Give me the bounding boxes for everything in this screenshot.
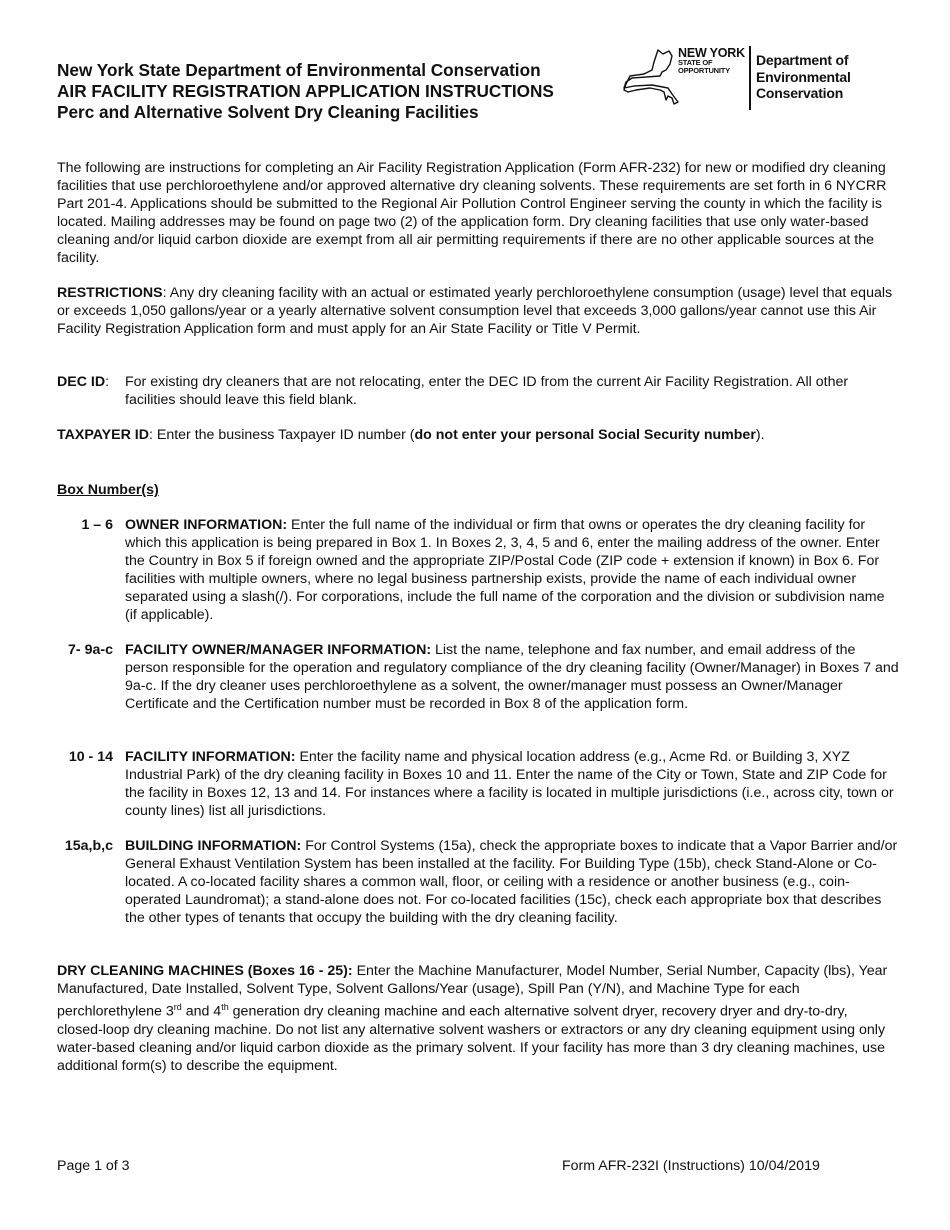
machines-text-b: and 4 bbox=[181, 1003, 222, 1020]
dec-logo bbox=[622, 46, 872, 114]
machines-text-a: Enter the Machine Manufacturer, Model Number, Serial Number, Capacity (lbs), Year Manufactured, Date Installed, Solvent Type, Solvent Gallons/Year (usage), Spill Pan (Y/N), and Machine Type for each perchlorethylene 3 bbox=[57, 963, 888, 1020]
dec-id-label: DEC ID bbox=[57, 374, 106, 390]
nys-sub-2: OPPORTUNITY bbox=[678, 66, 730, 75]
dec-id-text: For existing dry cleaners that are not relocating, enter the DEC ID from the current Air Facility Registration. All other facilities should leave this field blank. bbox=[125, 374, 849, 408]
box-numbers-heading: Box Number(s) bbox=[57, 482, 159, 498]
machines-sup-th: th bbox=[221, 1002, 229, 1012]
machines-sup-rd: rd bbox=[173, 1002, 182, 1012]
box-number: 15a,b,c bbox=[64, 838, 113, 854]
box-title: OWNER INFORMATION: bbox=[125, 517, 288, 533]
new-york-state-map-icon bbox=[622, 48, 682, 106]
header-title: AIR FACILITY REGISTRATION APPLICATION INSTRUCTIONS bbox=[57, 81, 554, 101]
box-description bbox=[125, 837, 900, 927]
taxpayer-text-a: : Enter the business Taxpayer ID number ( bbox=[148, 427, 415, 443]
box-title: FACILITY OWNER/MANAGER INFORMATION: bbox=[125, 642, 432, 658]
machines-paragraph bbox=[57, 962, 897, 1075]
box-number: 7- 9a-c bbox=[68, 642, 113, 658]
dec-wordmark bbox=[756, 52, 851, 102]
logo-divider bbox=[749, 46, 751, 110]
taxpayer-text-b: ). bbox=[755, 427, 765, 443]
header-subtitle: Perc and Alternative Solvent Dry Cleaning Facilities bbox=[57, 102, 479, 122]
machines-text-c: generation dry cleaning machine and each alternative solvent dryer, recovery dryer and dry-to-dry, closed-loop dry cleaning machine. Do not list any alternative solvent washers or extractors or any dry cleaning equipment using only water-based cleaning and/or liquid carbon dioxide as the primary solvent. If your facility has more than 3 dry cleaning machines, use additional form(s) to describe the equipment. bbox=[57, 1003, 886, 1074]
machines-label: DRY CLEANING MACHINES (Boxes 16 - 25): bbox=[57, 963, 353, 979]
dec-line-3: Conservation bbox=[756, 85, 844, 101]
restrictions-paragraph bbox=[57, 284, 897, 338]
nys-title: NEW YORK bbox=[678, 46, 745, 60]
box-description bbox=[125, 748, 900, 820]
dec-id-colon: : bbox=[105, 374, 110, 390]
intro-paragraph: The following are instructions for completing an Air Facility Registration Application (Form AFR-232) for new or modified dry cleaning facilities that use perchloroethylene and/or approved alternative dry cleaning solvents. These requirements are set forth in 6 NYCRR Part 201-4. Applications should be submitted to the Regional Air Pollution Control Engineer serving the county in which the facility is located. Mailing addresses may be found on page two (2) of the application form. Dry cleaning facilities that use only water-based cleaning and/or liquid carbon dioxide are exempt from all air permitting requirements if there are no other applicable sources at the facility. bbox=[57, 160, 887, 266]
taxpayer-label: TAXPAYER ID bbox=[57, 427, 149, 443]
box-text: For Control Systems (15a), check the appropriate boxes to indicate that a Vapor Barrier and/or General Exhaust Ventilation System has been installed at the facility. For Building Type (15b), check Stand-Alone or Co-located. A co-located facility shares a common wall, floor, or ceiling with a residence or another business (e.g., coin-operated Laundromat); a stand-alone does not. For co-located facilities (15c), check each appropriate box that describes the other types of tenants that occupy the building with the dry cleaning facility. bbox=[125, 838, 898, 926]
document-header bbox=[57, 60, 554, 123]
box-text: List the name, telephone and fax number, and email address of the person responsible for the operation and regulatory compliance of the dry cleaning facility (Owner/Manager) in Boxes 7 and 9a-c. If the dry cleaner uses perchloroethylene as a solvent, the owner/manager must possess an Owner/Manager Certificate and the Certification number must be recorded in Box 8 of the application form. bbox=[125, 642, 899, 712]
header-agency: New York State Department of Environmental Conservation bbox=[57, 60, 541, 80]
restrictions-label: RESTRICTIONS bbox=[57, 285, 163, 301]
box-description bbox=[125, 516, 900, 624]
form-identifier: Form AFR-232I (Instructions) 10/04/2019 bbox=[562, 1158, 820, 1174]
dec-line-1: Department of bbox=[756, 52, 849, 68]
box-description bbox=[125, 641, 900, 713]
page-number: Page 1 of 3 bbox=[57, 1158, 130, 1174]
taxpayer-warning: do not enter your personal Social Security number bbox=[414, 427, 756, 443]
box-title: FACILITY INFORMATION: bbox=[125, 749, 296, 765]
nys-wordmark bbox=[678, 48, 745, 75]
box-number: 10 - 14 bbox=[68, 749, 113, 765]
dec-id-label-wrap bbox=[57, 373, 109, 391]
box-number: 1 – 6 bbox=[81, 517, 113, 533]
dec-line-2: Environmental bbox=[756, 68, 851, 85]
box-text: Enter the full name of the individual or firm that owns or operates the dry cleaning facility for which this application is being prepared in Box 1. In Boxes 2, 3, 4, 5 and 6, enter the mailing address of the owner. Enter the Country in Box 5 if foreign owned and the appropriate ZIP/Postal Code (ZIP code + extension if known) in Box 6. For facilities with multiple owners, where no legal business partnership exists, provide the name of each individual owner separated using a slash(/). For corporations, include the full name of the corporation and the division or subdivision name (if applicable). bbox=[125, 517, 885, 623]
box-text: Enter the facility name and physical location address (e.g., Acme Rd. or Building 3, XYZ Industrial Park) of the dry cleaning facility in Boxes 10 and 11. Enter the name of the City or Town, State and ZIP Code for the facility in Boxes 12, 13 and 14. For instances where a facility is located in multiple jurisdictions (i.e., across city, town or county lines) list all jurisdictions. bbox=[125, 749, 894, 819]
restrictions-text: : Any dry cleaning facility with an actual or estimated yearly perchloroethylene consumption (usage) level that equals or exceeds 1,050 gallons/year or a yearly alternative solvent consumption level that exceeds 3,000 gallons/year cannot use this Air Facility Registration Application form and must apply for an Air State Facility or Title V Permit. bbox=[57, 285, 893, 337]
nys-sub-1: STATE OF bbox=[678, 58, 713, 67]
box-title: BUILDING INFORMATION: bbox=[125, 838, 302, 854]
taxpayer-paragraph bbox=[57, 426, 897, 444]
